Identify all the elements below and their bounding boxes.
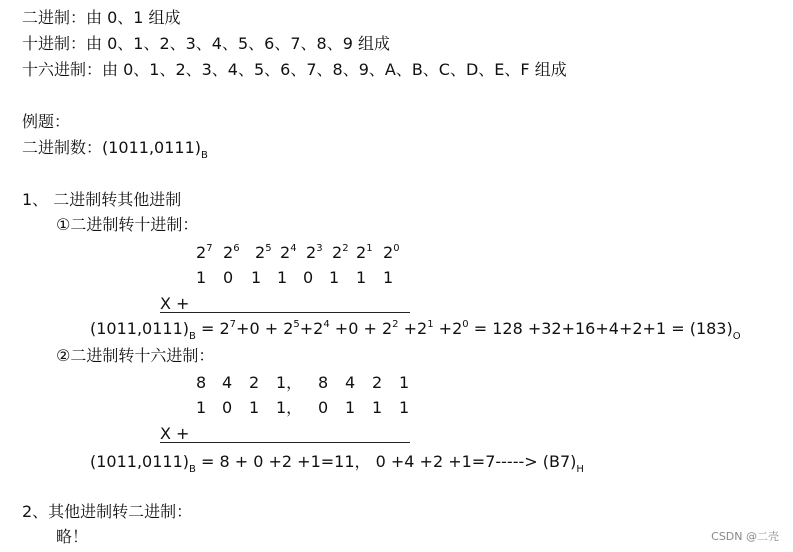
result-lhs-subscript: B [189, 331, 196, 342]
power-base: 2 [196, 243, 207, 262]
power-exponent: 6 [233, 243, 240, 254]
multiply-add-label: X + [160, 294, 190, 313]
section1-heading: 1、 二进制转其他进制 [22, 190, 182, 209]
binary-digit: 1 [383, 268, 394, 287]
multiply-add-label: X + [160, 424, 190, 443]
binary-digit: 1 [356, 268, 367, 287]
csdn-watermark: CSDN @二壳 [711, 530, 779, 543]
result-lhs: (1011,0111) [90, 452, 190, 471]
power-cell [196, 243, 213, 266]
hex-weight: 8 [318, 373, 329, 392]
example-heading: 例题： [22, 112, 71, 131]
decimal-conversion-result [90, 319, 741, 342]
power-exponent: 5 [265, 243, 272, 254]
hex-binary-digit: 1 [399, 398, 410, 417]
power-cell [280, 243, 297, 266]
power-exponent: 1 [366, 243, 373, 254]
section2-body: 略！ [56, 527, 89, 546]
power-base: 2 [280, 243, 291, 262]
hex-binary-digit: 1 [345, 398, 356, 417]
binary-digit: 1 [277, 268, 288, 287]
binary-digit: 1 [196, 268, 207, 287]
power-exponent: 0 [393, 243, 400, 254]
result-term: = 128 +32+16+4+2+1 = (183) [468, 319, 733, 338]
hex-binary-digit: 1， [276, 398, 303, 417]
hex-weight: 1 [399, 373, 410, 392]
decimal-definition: 十进制：由 0、1、2、3、4、5、6、7、8、9 组成 [22, 34, 390, 53]
result-subscript: H [576, 464, 584, 475]
hex-weight: 1， [276, 373, 303, 392]
result-exponent: 5 [293, 319, 300, 330]
power-base: 2 [332, 243, 343, 262]
result-term: +2 [398, 319, 428, 338]
power-cell [383, 243, 400, 266]
result-exponent: 0 [462, 319, 469, 330]
power-cell [356, 243, 373, 266]
hex-binary-digit: 0 [222, 398, 233, 417]
hex-weight: 4 [222, 373, 233, 392]
result-term: +2 [299, 319, 324, 338]
sub1-heading: ①二进制转十进制： [56, 215, 199, 234]
power-base: 2 [383, 243, 394, 262]
hex-weight: 8 [196, 373, 207, 392]
example-binary-number [22, 138, 208, 161]
result-exponent: 2 [392, 319, 399, 330]
result-term: +0 + 2 [236, 319, 294, 338]
result-term: = 2 [195, 319, 230, 338]
power-base: 2 [223, 243, 234, 262]
result-text: = 8 + 0 +2 +1=11， 0 +4 +2 +1=7-----> (B7) [195, 452, 577, 471]
power-cell [306, 243, 323, 266]
hex-definition: 十六进制：由 0、1、2、3、4、5、6、7、8、9、A、B、C、D、E、F 组成 [22, 60, 567, 79]
power-exponent: 7 [206, 243, 213, 254]
binary-digit: 1 [251, 268, 262, 287]
power-cell [255, 243, 272, 266]
hex-binary-digit: 1 [196, 398, 207, 417]
power-exponent: 4 [290, 243, 297, 254]
result-exponent: 4 [323, 319, 330, 330]
result-lhs: (1011,0111) [90, 319, 190, 338]
hex-binary-digit: 1 [249, 398, 260, 417]
power-base: 2 [255, 243, 266, 262]
binary-digit: 1 [329, 268, 340, 287]
result-exponent: 1 [427, 319, 434, 330]
result-subscript: O [732, 331, 741, 342]
sum-rule [160, 442, 410, 443]
hex-weight: 4 [345, 373, 356, 392]
power-base: 2 [306, 243, 317, 262]
power-exponent: 3 [316, 243, 323, 254]
binary-digit: 0 [223, 268, 234, 287]
hex-binary-digit: 0 [318, 398, 329, 417]
example-number-subscript: B [201, 150, 208, 161]
power-cell [332, 243, 349, 266]
sum-rule [160, 312, 410, 313]
hex-weight: 2 [372, 373, 383, 392]
result-term: +2 [433, 319, 463, 338]
hex-conversion-result [90, 452, 584, 475]
example-number-text: 二进制数：(1011,0111) [22, 138, 202, 157]
sub2-heading: ②二进制转十六进制： [56, 346, 215, 365]
hex-weight: 2 [249, 373, 260, 392]
binary-definition: 二进制：由 0、1 组成 [22, 8, 181, 27]
power-base: 2 [356, 243, 367, 262]
power-cell [223, 243, 240, 266]
result-term: +0 + 2 [329, 319, 393, 338]
hex-binary-digit: 1 [372, 398, 383, 417]
result-exponent: 7 [229, 319, 237, 330]
result-lhs-subscript: B [189, 464, 196, 475]
section2-heading: 2、其他进制转二进制： [22, 502, 193, 521]
binary-digit: 0 [303, 268, 314, 287]
power-exponent: 2 [342, 243, 349, 254]
